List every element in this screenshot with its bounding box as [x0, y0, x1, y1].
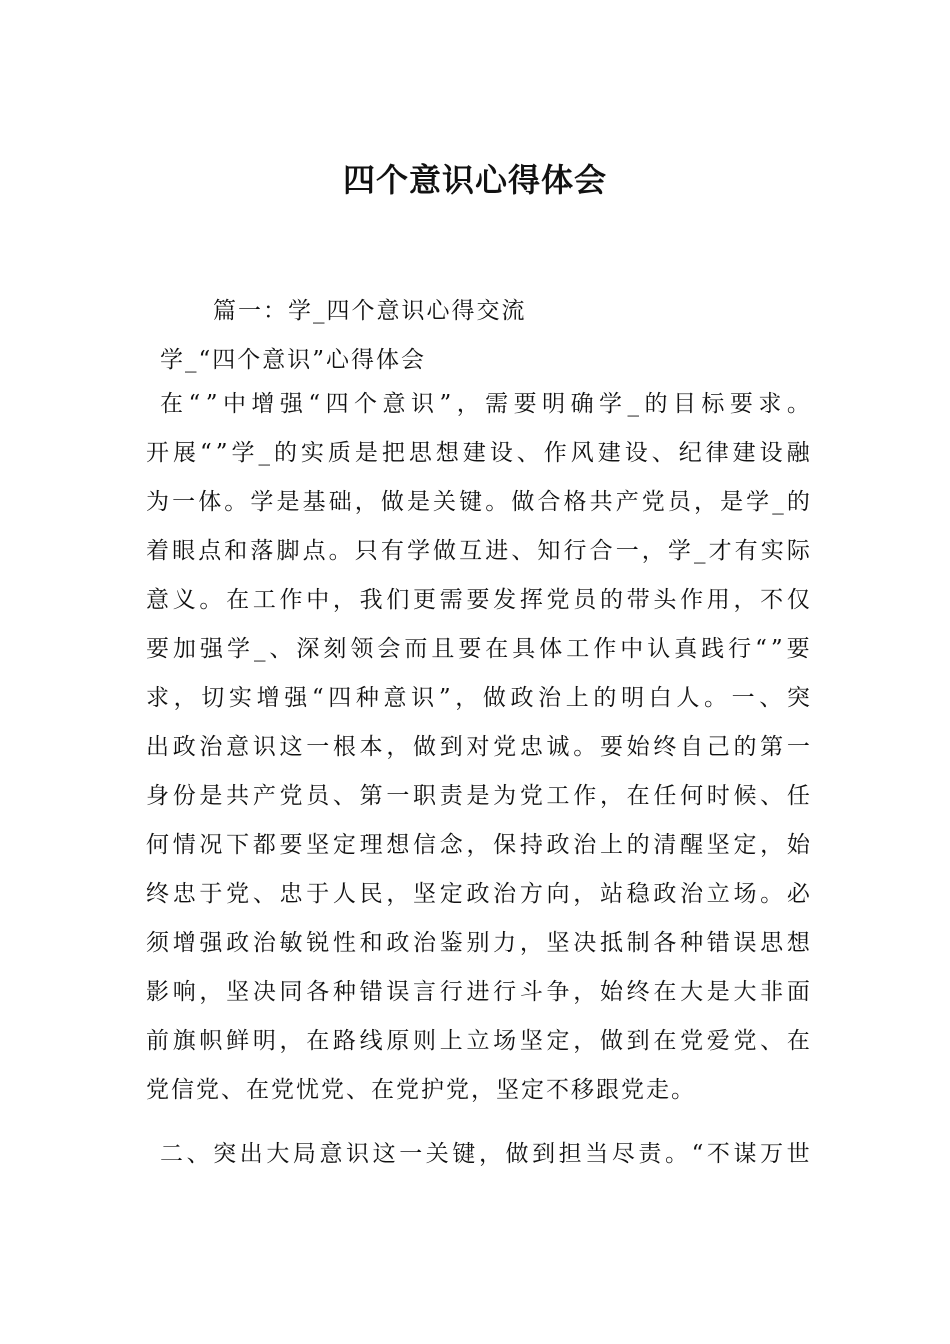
- paragraph-line: 何 情 况 下 都 要 坚 定 理 想 信 念 ， 保 持 政 治 上 的 清 醒 坚 定 ， 始: [146, 832, 810, 858]
- section-heading: 篇一：学_四个意识心得交流: [213, 298, 527, 324]
- paragraph-line: 影 响 ， 坚 决 同 各 种 错 误 言 行 进 行 斗 争 ， 始 终 在 大 是 大 非 面: [146, 979, 810, 1005]
- paragraph-line: 在 “ ” 中 增 强 “ 四 个 意 识 ” ， 需 要 明 确 学 _ 的 目 标 要 求 。: [160, 391, 810, 417]
- paragraph-line: 须 增 强 政 治 敏 锐 性 和 政 治 鉴 别 力 ， 坚 决 抵 制 各 种 错 误 思 想: [146, 930, 810, 956]
- paragraph-line: 终 忠 于 党 、 忠 于 人 民 ， 坚 定 政 治 方 向 ， 站 稳 政 治 立 场 。 必: [146, 881, 810, 907]
- paragraph-line: 党信党、在党忧党、在党护党，坚定不移跟党走。: [146, 1077, 696, 1103]
- document-title: 四个意识心得体会: [342, 161, 607, 199]
- paragraph-line: 开 展 “ ” 学 _ 的 实 质 是 把 思 想 建 设 、 作 风 建 设 、 纪 律 建 设 融: [146, 440, 810, 466]
- paragraph-line: 出 政 治 意 识 这 一 根 本 ， 做 到 对 党 忠 诚 。 要 始 终 自 己 的 第 一: [146, 734, 810, 760]
- paragraph-line: 着 眼 点 和 落 脚 点 。 只 有 学 做 互 进 、 知 行 合 一 ， 学 _ 才 有 实 际: [146, 538, 810, 564]
- paragraph-line: 意 义 。 在 工 作 中 ， 我 们 更 需 要 发 挥 党 员 的 带 头 作 用 ， 不 仅: [146, 587, 810, 613]
- article-title: 学_“四个意识”心得体会: [160, 347, 427, 373]
- paragraph-1: [146, 380, 810, 1115]
- paragraph-2-first-line: 二 、 突 出 大 局 意 识 这 一 关 键 ， 做 到 担 当 尽 责 。 “ 不 谋 万 世: [160, 1141, 810, 1167]
- paragraph-line: 前 旗 帜 鲜 明 ， 在 路 线 原 则 上 立 场 坚 定 ， 做 到 在 党 爱 党 、 在: [146, 1028, 810, 1054]
- paragraph-line: 求 ， 切 实 增 强 “ 四 种 意 识 ” ， 做 政 治 上 的 明 白 人 。 一 、 突: [146, 685, 810, 711]
- paragraph-line: 要 加 强 学 _ 、 深 刻 领 会 而 且 要 在 具 体 工 作 中 认 真 践 行 “ ” 要: [146, 636, 810, 662]
- paragraph-line: 身 份 是 共 产 党 员 、 第 一 职 责 是 为 党 工 作 ， 在 任 何 时 候 、 任: [146, 783, 810, 809]
- paragraph-line: 为 一 体 。 学 是 基 础 ， 做 是 关 键 。 做 合 格 共 产 党 员 ， 是 学 _ 的: [146, 489, 810, 515]
